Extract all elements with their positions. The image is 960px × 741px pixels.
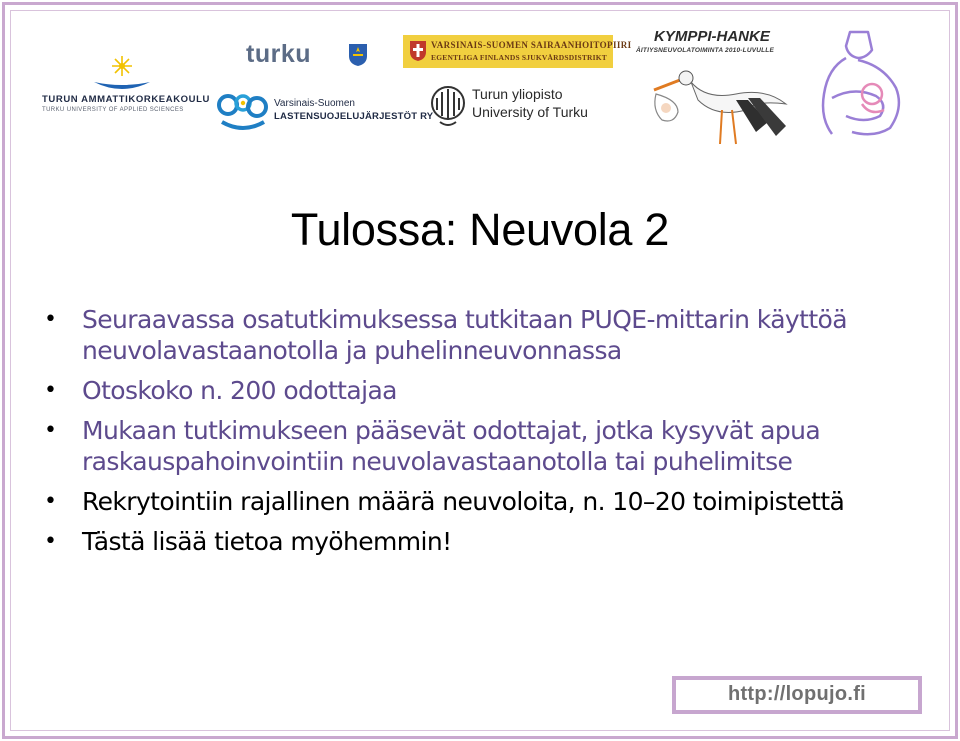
bullet-list [44,304,894,566]
bullet-text: Seuraavassa osatutkimuksessa tutkitaan PUQE-mittarin käyttöä neuvolavastaanotolla ja puhelinneuvonnassa [82,305,847,365]
university-logo [430,80,600,132]
kymppi-title: KYMPPI-HANKE [654,28,770,45]
tuas-subtitle: TURKU UNIVERSITY OF APPLIED SCIENCES [42,107,184,113]
slide-title: Tulossa: Neuvola 2 [290,204,670,255]
bullet-marker: • [44,489,57,514]
bullet-item [44,486,894,517]
tuas-logo [42,52,210,116]
university-emblem-icon [430,82,466,128]
turku-logo [242,40,370,70]
vsshp-line1: VARSINAIS-SUOMEN SAIRAANHOITOPIIRI [431,40,632,50]
bullet-item [44,415,894,477]
stork-illustration [636,60,796,146]
lsj-figures-icon [216,92,270,132]
bullet-marker: • [44,378,57,403]
university-name-en: University of Turku [472,104,588,120]
turku-crest-icon [348,43,368,67]
vsshp-logo [403,35,632,68]
mother-child-icon [810,24,920,142]
kymppi-logo [628,28,788,58]
bullet-text: Rekrytointiin rajallinen määrä neuvoloita, n. 10–20 toimipistettä [82,487,845,516]
tuas-emblem-icon [42,52,204,94]
bullet-marker: • [44,418,57,443]
vsshp-crest-icon [408,39,428,63]
turku-wordmark: turku [246,40,311,68]
lsj-line1: Varsinais-Suomen [274,98,355,109]
footer-url-link[interactable]: http://lopujo.fi [727,683,867,705]
mother-child-illustration [810,24,920,142]
stork-icon [636,60,796,146]
vsshp-line2: EGENTLIGA FINLANDS SJUKVÅRDSDISTRIKT [431,53,607,62]
bullet-item [44,375,894,406]
bullet-item [44,526,894,557]
bullet-text: Otoskoko n. 200 odottajaa [82,376,397,405]
bullet-text: Mukaan tutkimukseen pääsevät odottajat, jotka kysyvät apua raskauspahoinvointiin neuvolavastaanotolla tai puhelimitse [82,416,821,476]
university-name-fi: Turun yliopisto [472,86,563,102]
bullet-marker: • [44,529,57,554]
bullet-text: Tästä lisää tietoa myöhemmin! [82,527,452,556]
bullet-item [44,304,894,366]
lsj-line2: LASTENSUOJELUJÄRJESTÖT RY [274,111,434,122]
bullet-marker: • [44,307,57,332]
lsj-logo [216,90,434,134]
tuas-name: TURUN AMMATTIKORKEAKOULU [42,94,210,105]
url-box[interactable] [672,676,922,714]
kymppi-subtitle: ÄITIYSNEUVOLATOIMINTA 2010-LUVULLE [636,47,775,54]
